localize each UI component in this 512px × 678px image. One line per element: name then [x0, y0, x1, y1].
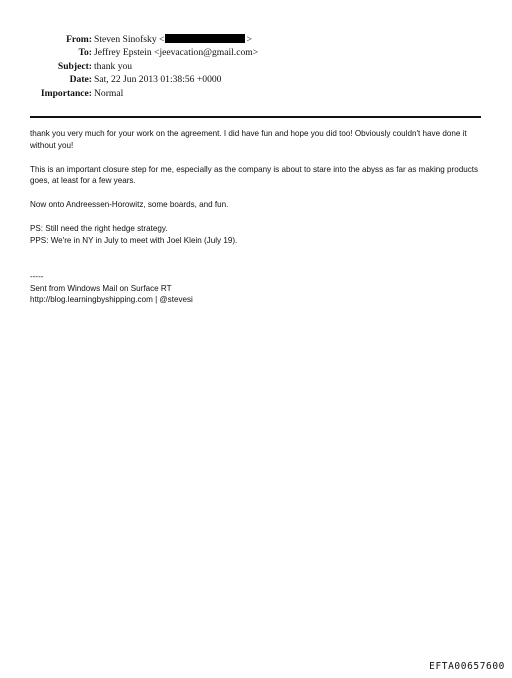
from-label: From:	[66, 34, 92, 45]
from-value-end: >	[246, 34, 252, 45]
from-row	[0, 33, 512, 46]
to-label: To:	[78, 47, 92, 59]
subject-value: thank you	[94, 60, 133, 72]
document-id-stamp: EFTA00657600	[429, 661, 505, 672]
signature-separator: -----	[30, 272, 44, 282]
to-value: Jeffrey Epstein <jeevacation@gmail.com>	[94, 47, 259, 59]
subject-label: Subject:	[57, 60, 92, 72]
date-row	[0, 73, 512, 86]
importance-label: Importance:	[40, 87, 92, 99]
date-label: Date:	[69, 74, 92, 86]
post-postscript-line: PPS: We're in NY in July to meet with Joel Klein (July 19).	[30, 235, 238, 245]
subject-row	[0, 60, 512, 73]
spacer	[30, 259, 490, 271]
importance-value: Normal	[94, 87, 124, 99]
body-paragraph-1: thank you very much for your work on the agreement. I did have fun and hope you did too! Obviously couldn't have done it without you!	[30, 129, 467, 150]
signature-line-1: Sent from Windows Mail on Surface RT	[30, 283, 172, 293]
from-name: Steven Sinofsky <	[94, 34, 165, 45]
postscript-line: PS: Still need the right hedge strategy.	[30, 224, 168, 234]
header-divider	[30, 116, 481, 118]
body-paragraph-3: Now onto Andreessen-Horowitz, some boards, and fun.	[30, 200, 229, 210]
to-row	[0, 46, 512, 59]
importance-row	[0, 87, 512, 100]
redaction-bar	[165, 34, 245, 43]
email-body	[30, 128, 490, 306]
signature-line-2: http://blog.learningbyshipping.com | @stevesi	[30, 295, 193, 305]
email-header	[0, 33, 512, 100]
from-value	[94, 33, 252, 46]
body-paragraph-2: This is an important closure step for me, especially as the company is about to stare into the abyss as far as making products goes, at least for a few years.	[30, 164, 479, 186]
date-value: Sat, 22 Jun 2013 01:38:56 +0000	[94, 74, 222, 86]
